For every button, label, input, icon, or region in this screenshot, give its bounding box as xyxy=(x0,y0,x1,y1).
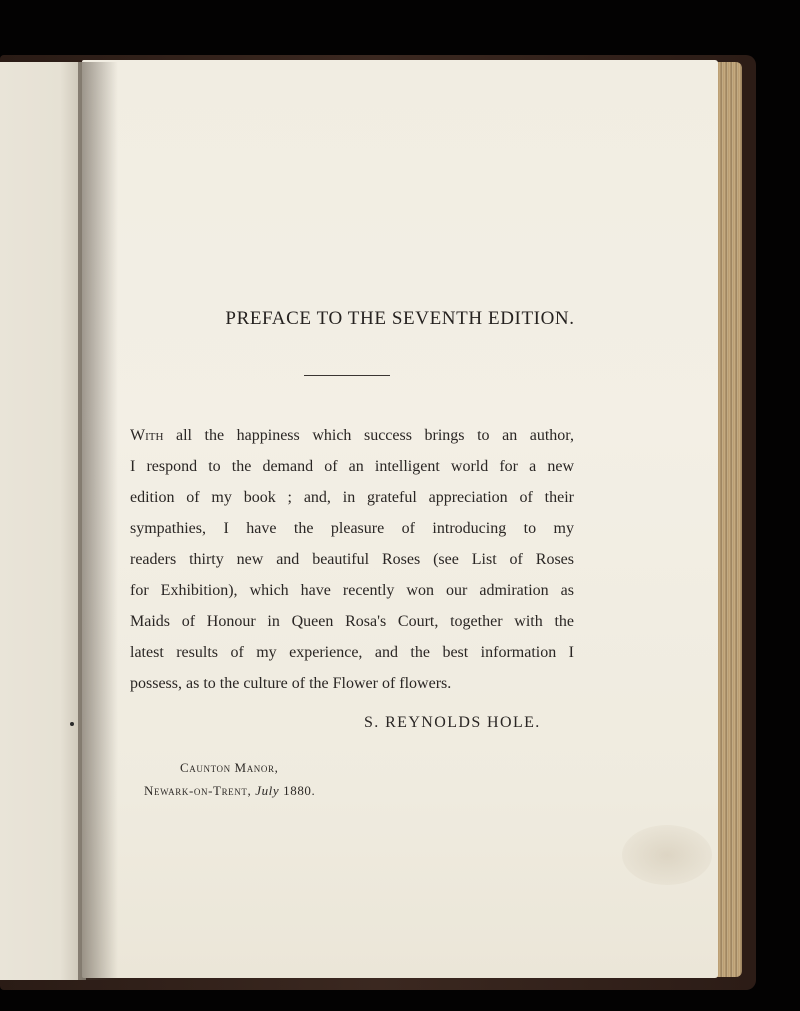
address-year: 1880. xyxy=(283,783,316,798)
body-first-word: With xyxy=(130,427,164,444)
gutter-shadow xyxy=(78,62,118,980)
body-line: sympathies, I have the pleasure of introducing to my xyxy=(130,520,574,537)
author-signature: S. REYNOLDS HOLE. xyxy=(364,714,541,731)
body-line xyxy=(130,420,574,451)
ink-speck xyxy=(70,722,74,726)
page-stain xyxy=(622,825,712,885)
preface-body xyxy=(130,420,574,699)
body-line: latest results of my experience, and the best information I xyxy=(130,644,574,661)
body-line-text: all the happiness which success brings to an author, xyxy=(163,427,574,444)
address-line-1: Caunton Manor, xyxy=(180,760,279,775)
body-line: edition of my book ; and, in grateful appreciation of their xyxy=(130,489,574,506)
body-line: readers thirty new and beautiful Roses (see List of Roses xyxy=(130,551,574,568)
address-line-2 xyxy=(144,783,315,799)
title-rule xyxy=(304,375,390,376)
address-place: Newark-on-Trent, xyxy=(144,783,252,798)
address-month: July xyxy=(255,783,280,798)
body-line: I respond to the demand of an intelligent world for a new xyxy=(130,458,574,475)
left-facing-page xyxy=(0,62,86,980)
preface-page xyxy=(82,60,718,978)
preface-title: PREFACE TO THE SEVENTH EDITION. xyxy=(225,308,575,329)
body-line: possess, as to the culture of the Flower of flowers. xyxy=(130,675,452,692)
body-line: for Exhibition), which have recently won our admiration as xyxy=(130,582,574,599)
body-line: Maids of Honour in Queen Rosa's Court, together with the xyxy=(130,613,574,630)
